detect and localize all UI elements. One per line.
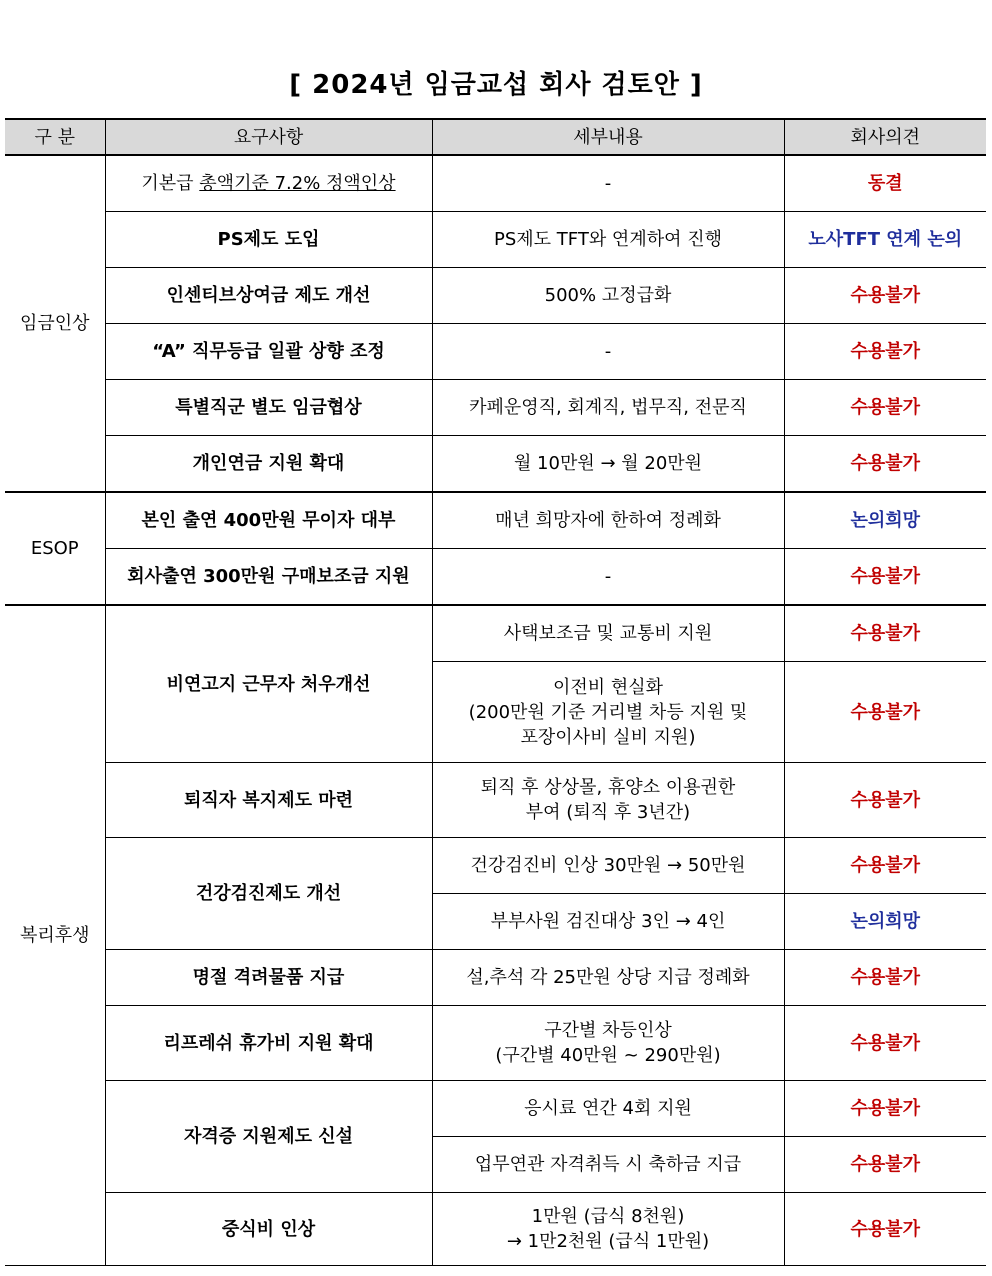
- opinion-cell: 수용불가: [784, 1193, 986, 1266]
- detail-cell: -: [432, 324, 784, 380]
- detail-line: 포장이사비 실비 지원): [520, 726, 696, 748]
- table-row: [5, 1193, 986, 1266]
- detail-cell: 월 10만원 → 월 20만원: [432, 436, 784, 493]
- detail-cell: 업무연관 자격취득 시 축하금 지급: [432, 1137, 784, 1193]
- detail-line: 퇴직 후 상상몰, 휴양소 이용권한: [480, 777, 736, 798]
- request-cell: 비연고지 근무자 처우개선: [105, 605, 432, 763]
- request-cell: 중식비 인상: [105, 1193, 432, 1266]
- detail-cell: 사택보조금 및 교통비 지원: [432, 605, 784, 662]
- opinion-cell: 수용불가: [784, 380, 986, 436]
- opinion-cell: 수용불가: [784, 662, 986, 763]
- request-underlined: 총액기준 7.2% 정액인상: [199, 173, 396, 194]
- request-cell: 리프레쉬 휴가비 지원 확대: [105, 1006, 432, 1081]
- table-row: [5, 212, 986, 268]
- table-row: [5, 324, 986, 380]
- header-row: [5, 119, 986, 155]
- table-row: [5, 950, 986, 1006]
- category-esop: ESOP: [5, 492, 105, 605]
- detail-cell: 500% 고정급화: [432, 268, 784, 324]
- opinion-cell: 논의희망: [784, 894, 986, 950]
- table-row: [5, 380, 986, 436]
- opinion-cell: 수용불가: [784, 763, 986, 838]
- opinion-cell: 수용불가: [784, 268, 986, 324]
- table-row: [5, 1006, 986, 1081]
- detail-cell: [432, 1193, 784, 1266]
- request-cell: [105, 155, 432, 212]
- opinion-cell: 수용불가: [784, 1081, 986, 1137]
- request-cell: PS제도 도입: [105, 212, 432, 268]
- page-title: [ 2024년 임금교섭 회사 검토안 ]: [289, 70, 703, 100]
- detail-line: 1만원 (급식 8천원): [531, 1206, 685, 1227]
- opinion-cell: 논의희망: [784, 492, 986, 549]
- opinion-cell: 수용불가: [784, 950, 986, 1006]
- request-cell: 개인연금 지원 확대: [105, 436, 432, 493]
- request-cell: 특별직군 별도 임금협상: [105, 380, 432, 436]
- review-table: [5, 118, 986, 1266]
- request-prefix: 기본급: [141, 173, 200, 194]
- detail-cell: 매년 희망자에 한하여 정례화: [432, 492, 784, 549]
- table-row: [5, 436, 986, 493]
- header-detail: 세부내용: [432, 119, 784, 155]
- opinion-cell: 노사TFT 연계 논의: [784, 212, 986, 268]
- detail-line: (200만원 기준 거리별 차등 지원 및: [468, 701, 748, 723]
- category-welfare: 복리후생: [5, 605, 105, 1266]
- detail-cell: 건강검진비 인상 30만원 → 50만원: [432, 838, 784, 894]
- request-cell: 명절 격려물품 지급: [105, 950, 432, 1006]
- opinion-cell: 수용불가: [784, 324, 986, 380]
- header-category: 구 분: [5, 119, 105, 155]
- opinion-cell: 수용불가: [784, 549, 986, 606]
- detail-cell: 부부사원 검진대상 3인 → 4인: [432, 894, 784, 950]
- table-row: [5, 1081, 986, 1137]
- table-row: [5, 268, 986, 324]
- table-row: [5, 492, 986, 549]
- table-row: [5, 549, 986, 606]
- opinion-cell: 수용불가: [784, 838, 986, 894]
- detail-line: 이전비 현실화: [552, 676, 664, 698]
- detail-line: (구간별 40만원 ~ 290만원): [495, 1045, 721, 1066]
- detail-line: 구간별 차등인상: [544, 1020, 672, 1041]
- table-row: [5, 763, 986, 838]
- detail-cell: [432, 1006, 784, 1081]
- detail-line: → 1만2천원 (급식 1만원): [506, 1231, 710, 1252]
- table-row: [5, 155, 986, 212]
- opinion-cell: 수용불가: [784, 1137, 986, 1193]
- request-cell: 자격증 지원제도 신설: [105, 1081, 432, 1193]
- opinion-cell: 수용불가: [784, 605, 986, 662]
- opinion-cell: 동결: [784, 155, 986, 212]
- detail-cell: -: [432, 549, 784, 606]
- request-cell: 인센티브상여금 제도 개선: [105, 268, 432, 324]
- detail-line: 부여 (퇴직 후 3년간): [525, 802, 691, 823]
- header-opinion: 회사의견: [784, 119, 986, 155]
- category-wage: 임금인상: [5, 155, 105, 492]
- detail-cell: 카페운영직, 회계직, 법무직, 전문직: [432, 380, 784, 436]
- header-request: 요구사항: [105, 119, 432, 155]
- table-row: [5, 605, 986, 662]
- request-cell: “A” 직무등급 일괄 상향 조정: [105, 324, 432, 380]
- detail-cell: -: [432, 155, 784, 212]
- request-cell: 건강검진제도 개선: [105, 838, 432, 950]
- opinion-cell: 수용불가: [784, 1006, 986, 1081]
- detail-cell: 설,추석 각 25만원 상당 지급 정례화: [432, 950, 784, 1006]
- detail-cell: 응시료 연간 4회 지원: [432, 1081, 784, 1137]
- opinion-cell: 수용불가: [784, 436, 986, 493]
- request-cell: 본인 출연 400만원 무이자 대부: [105, 492, 432, 549]
- detail-cell: [432, 662, 784, 763]
- table-row: [5, 838, 986, 894]
- request-cell: 퇴직자 복지제도 마련: [105, 763, 432, 838]
- detail-cell: [432, 763, 784, 838]
- detail-cell: PS제도 TFT와 연계하여 진행: [432, 212, 784, 268]
- request-cell: 회사출연 300만원 구매보조금 지원: [105, 549, 432, 606]
